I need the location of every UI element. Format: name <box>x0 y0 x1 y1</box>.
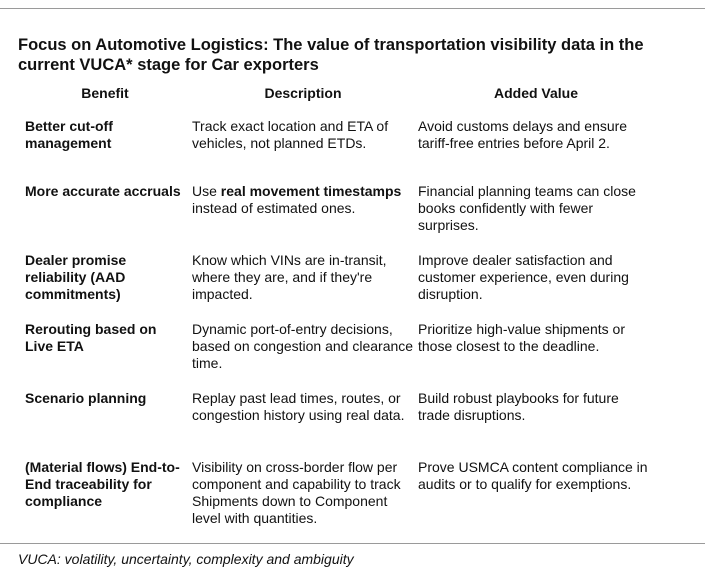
benefit-cell: Rerouting based on Live ETA <box>25 321 157 354</box>
benefit-cell: (Material flows) End-to-End traceability for compliance <box>25 459 180 509</box>
top-divider <box>0 8 705 9</box>
bottom-divider <box>0 543 705 544</box>
added-value-cell: Avoid customs delays and ensure tariff-free entries before April 2. <box>418 118 628 151</box>
description-cell: Dynamic port-of-entry decisions, based on congestion and clearance time. <box>192 321 414 371</box>
document-title: Focus on Automotive Logistics: The value of transportation visibility data in the current VUCA* stage for Car exporters <box>18 36 644 74</box>
benefit-cell: Scenario planning <box>25 390 147 406</box>
footnote: VUCA: volatility, uncertainty, complexity and ambiguity <box>18 551 354 567</box>
description-cell: Know which VINs are in-transit, where they are, and if they're impacted. <box>192 252 387 302</box>
description-text: Use <box>192 183 221 199</box>
added-value-cell: Improve dealer satisfaction and customer experience, even during disruption. <box>418 252 629 302</box>
added-value-cell: Financial planning teams can close books confidently with fewer surprises. <box>418 183 636 233</box>
added-value-cell: Prioritize high-value shipments or those closest to the deadline. <box>418 321 625 354</box>
column-header-description: Description <box>264 85 342 101</box>
description-cell: Track exact location and ETA of vehicles, not planned ETDs. <box>192 118 389 151</box>
benefit-cell: More accurate accruals <box>25 183 181 199</box>
benefit-cell: Better cut-off management <box>25 118 113 151</box>
added-value-cell: Build robust playbooks for future trade disruptions. <box>418 390 619 423</box>
benefit-cell: Dealer promise reliability (AAD commitments) <box>25 252 127 302</box>
description-cell: Visibility on cross-border flow per component and capability to track Shipments down to Component level with quantities. <box>192 459 401 526</box>
column-header-added-value: Added Value <box>493 85 579 101</box>
description-text: instead of estimated ones. <box>192 200 356 216</box>
description-cell: Replay past lead times, routes, or congestion history using real data. <box>192 390 405 423</box>
description-emphasis: real movement timestamps <box>220 183 402 199</box>
added-value-cell: Prove USMCA content compliance in audits or to qualify for exemptions. <box>418 459 648 492</box>
column-header-benefit: Benefit <box>81 85 129 101</box>
description-cell <box>192 183 414 217</box>
